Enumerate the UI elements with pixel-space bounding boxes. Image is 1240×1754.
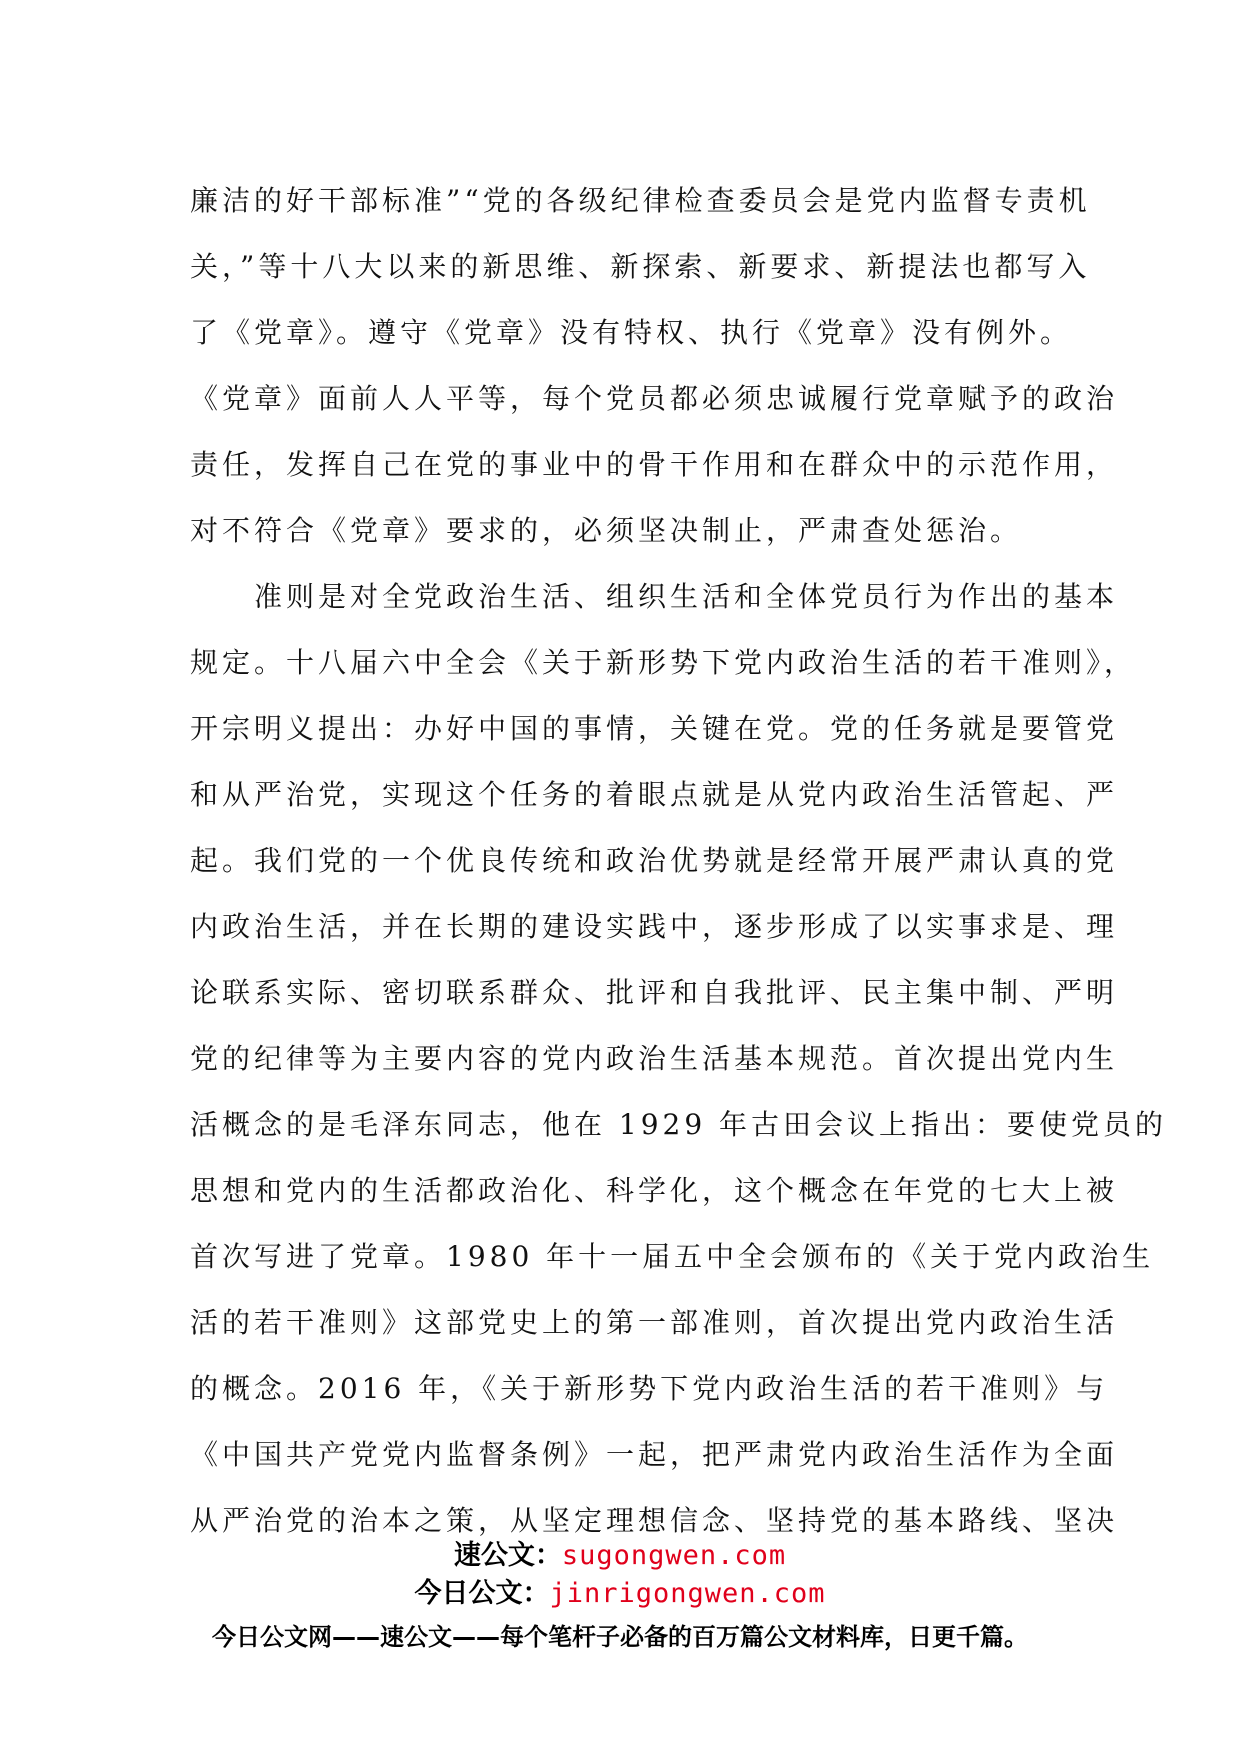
jinrigongwen-link[interactable]: jinrigongwen.com xyxy=(549,1578,826,1609)
text-line: 准则是对全党政治生活、组织生活和全体党员行为作出的基本 xyxy=(190,580,1119,613)
text-line: 廉洁的好干部标准”“党的各级纪律检查委员会是党内监督专责机 xyxy=(190,184,1091,217)
text-line: 起。我们党的一个优良传统和政治优势就是经常开展严肃认真的党 xyxy=(190,844,1119,877)
text-line: 从严治党的治本之策，从坚定理想信念、坚持党的基本路线、坚决 xyxy=(190,1504,1119,1537)
text-line: 活的若干准则》这部党史上的第一部准则，首次提出党内政治生活 xyxy=(190,1306,1119,1339)
sugongwen-link[interactable]: sugongwen.com xyxy=(561,1540,787,1571)
footer-label-sugongwen: 速公文： xyxy=(453,1540,562,1571)
text-line: 和从严治党，实现这个任务的着眼点就是从党内政治生活管起、严 xyxy=(190,778,1119,811)
text-line: 规定。十八届六中全会《关于新形势下党内政治生活的若干准则》， xyxy=(190,646,1137,679)
text-line: 首次写进了党章。1980 年十一届五中全会颁布的《关于党内政治生 xyxy=(190,1240,1155,1273)
footer-jinrigongwen xyxy=(0,1576,1240,1612)
text-line: 开宗明义提出：办好中国的事情，关键在党。党的任务就是要管党 xyxy=(190,712,1119,745)
text-line: 论联系实际、密切联系群众、批评和自我批评、民主集中制、严明 xyxy=(190,976,1119,1009)
footer-slogan: 今日公文网——速公文——每个笔杆子必备的百万篇公文材料库，日更千篇。 xyxy=(212,1623,1028,1651)
text-line: 的概念。2016 年，《关于新形势下党内政治生活的若干准则》与 xyxy=(190,1372,1109,1405)
document-body xyxy=(190,168,1168,1554)
footer-label-jinrigongwen: 今日公文： xyxy=(414,1578,550,1609)
text-line: 党的纪律等为主要内容的党内政治生活基本规范。首次提出党内生 xyxy=(190,1042,1119,1075)
text-line: 《中国共产党党内监督条例》一起，把严肃党内政治生活作为全面 xyxy=(190,1438,1119,1471)
text-line: 责任，发挥自己在党的事业中的骨干作用和在群众中的示范作用， xyxy=(190,448,1119,481)
text-line: 对不符合《党章》要求的，必须坚决制止，严肃查处惩治。 xyxy=(190,514,1023,547)
text-line: 了《党章》。遵守《党章》没有特权、执行《党章》没有例外。 xyxy=(190,316,1073,349)
text-line: 内政治生活，并在长期的建设实践中，逐步形成了以实事求是、理 xyxy=(190,910,1119,943)
text-line: 思想和党内的生活都政治化、科学化，这个概念在年党的七大上被 xyxy=(190,1174,1119,1207)
text-line: 关，”等十八大以来的新思维、新探索、新要求、新提法也都写入 xyxy=(190,250,1091,283)
text-line: 《党章》面前人人平等，每个党员都必须忠诚履行党章赋予的政治 xyxy=(190,382,1119,415)
text-line: 活概念的是毛泽东同志，他在 1929 年古田会议上指出：要使党员的 xyxy=(190,1108,1168,1141)
footer-sugongwen xyxy=(0,1538,1240,1574)
